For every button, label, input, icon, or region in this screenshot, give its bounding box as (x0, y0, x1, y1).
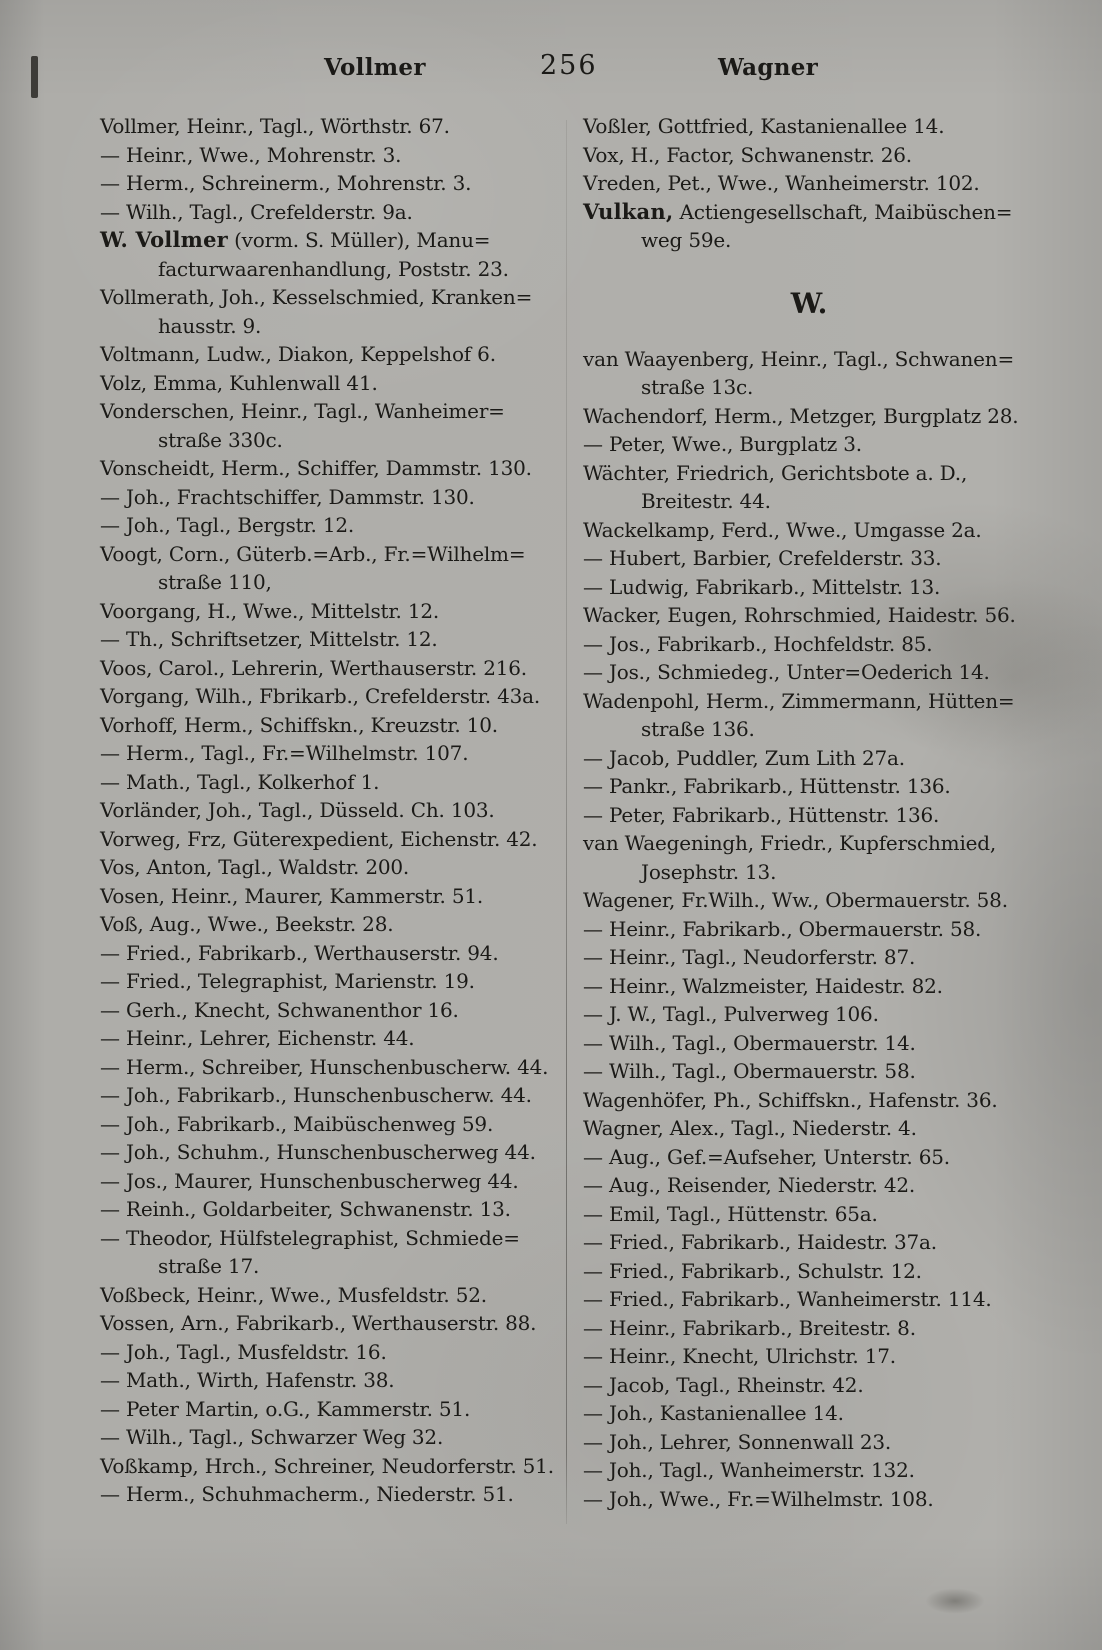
directory-entry (583, 886, 1035, 915)
entry-line: Vulkan, Actiengesellschaft, Maibüschen= (583, 198, 1013, 224)
entry-line: Vorländer, Joh., Tagl., Düsseld. Ch. 103. (100, 798, 495, 822)
entry-line: — Joh., Wwe., Fr.=Wilhelmstr. 108. (583, 1486, 934, 1511)
directory-entry (583, 972, 1035, 1001)
entry-line: — Fried., Fabrikarb., Werthauserstr. 94. (100, 940, 499, 965)
directory-entry (583, 1057, 1035, 1086)
directory-entry (100, 682, 552, 711)
entry-line: Vonderschen, Heinr., Tagl., Wanheimer= (100, 399, 505, 423)
directory-entry (583, 345, 1035, 402)
entry-line: Vorgang, Wilh., Fbrikarb., Crefelderstr. 43a. (100, 684, 541, 708)
entry-lead-bold: Vulkan, (583, 198, 674, 224)
entry-line: — Reinh., Goldarbeiter, Schwanenstr. 13. (100, 1197, 511, 1221)
directory-entry (100, 1309, 552, 1338)
entry-line: — Herm., Schreiber, Hunschenbuscherw. 44. (100, 1054, 549, 1079)
entry-line: — Joh., Fabrikarb., Maibüschenweg 59. (100, 1111, 494, 1136)
section-header: W. (790, 286, 828, 320)
directory-entry (100, 825, 552, 854)
entry-line-continuation: Breitestr. 44. (641, 489, 771, 513)
directory-entry (583, 1342, 1035, 1371)
directory-entry (100, 1281, 552, 1310)
directory-entry (583, 1228, 1035, 1257)
entry-line: — Fried., Fabrikarb., Wanheimerstr. 114. (583, 1287, 992, 1311)
entry-line: — Heinr., Lehrer, Eichenstr. 44. (100, 1026, 415, 1050)
directory-entry (100, 1366, 552, 1395)
directory-entry (583, 198, 1035, 255)
entry-line: — Peter, Fabrikarb., Hüttenstr. 136. (583, 802, 940, 827)
directory-entry (100, 1338, 552, 1367)
directory-entry (583, 573, 1035, 602)
entry-line: Vreden, Pet., Wwe., Wanheimerstr. 102. (583, 171, 980, 195)
directory-entry (583, 112, 1035, 141)
entry-line: Wadenpohl, Herm., Zimmermann, Hütten= (583, 688, 1015, 713)
right-column (583, 112, 1035, 1513)
entry-line: — Wilh., Tagl., Crefelderstr. 9a. (100, 199, 413, 224)
entry-lead-bold: W. Vollmer (100, 227, 228, 252)
entry-line: Vorweg, Frz, Güterexpedient, Eichenstr. 42. (100, 826, 538, 851)
entry-line: — Jacob, Tagl., Rheinstr. 42. (583, 1372, 864, 1397)
column-divider (566, 120, 567, 1524)
directory-entry (583, 630, 1035, 659)
directory-entry (100, 1224, 552, 1281)
directory-entry (100, 454, 552, 483)
entry-line: Vollmerath, Joh., Kesselschmied, Kranken= (100, 285, 533, 309)
directory-entry (100, 939, 552, 968)
directory-entry (100, 540, 552, 597)
directory-entry (583, 459, 1035, 516)
directory-entry (100, 1081, 552, 1110)
entry-line: — Hubert, Barbier, Crefelderstr. 33. (583, 546, 942, 570)
directory-entry (100, 511, 552, 540)
directory-entry (100, 910, 552, 939)
entry-line-continuation: straße 330c. (158, 427, 283, 452)
directory-entry (583, 772, 1035, 801)
page-number: 256 (540, 50, 598, 81)
directory-entry (100, 1053, 552, 1082)
entry-line-continuation: straße 136. (641, 717, 755, 741)
directory-entry (100, 483, 552, 512)
entry-line: — Ludwig, Fabrikarb., Mittelstr. 13. (583, 574, 941, 599)
entry-line: — Heinr., Knecht, Ulrichstr. 17. (583, 1344, 896, 1368)
left-column (100, 112, 552, 1509)
directory-entry (583, 1285, 1035, 1314)
entry-line: Wackelkamp, Ferd., Wwe., Umgasse 2a. (583, 517, 982, 542)
entry-line: Voßkamp, Hrch., Schreiner, Neudorferstr. 51. (100, 1453, 554, 1478)
entry-line: Voogt, Corn., Güterb.=Arb., Fr.=Wilhelm= (100, 541, 526, 566)
directory-entry (100, 967, 552, 996)
entry-line: — Math., Tagl., Kolkerhof 1. (100, 769, 380, 794)
entry-line: Voorgang, H., Wwe., Mittelstr. 12. (100, 598, 440, 623)
directory-entry (583, 601, 1035, 630)
directory-entry (100, 1480, 552, 1509)
directory-entry (583, 744, 1035, 773)
directory-entry (583, 1257, 1035, 1286)
entry-line: Vos, Anton, Tagl., Waldstr. 200. (100, 855, 410, 879)
directory-entry (583, 1456, 1035, 1485)
directory-entry (100, 711, 552, 740)
entry-line: Vonscheidt, Herm., Schiffer, Dammstr. 130. (100, 456, 532, 480)
directory-entry (100, 226, 552, 283)
entry-line: Volz, Emma, Kuhlenwall 41. (100, 370, 378, 395)
entry-line: Voltmann, Ludw., Diakon, Keppelshof 6. (100, 342, 496, 366)
entry-line: W. Vollmer (vorm. S. Müller), Manu= (100, 227, 491, 252)
directory-entry (583, 943, 1035, 972)
entry-line: — Fried., Fabrikarb., Haidestr. 37a. (583, 1230, 937, 1254)
entry-line: — Jos., Schmiedeg., Unter=Oederich 14. (583, 660, 990, 684)
entry-line: — Fried., Fabrikarb., Schulstr. 12. (583, 1258, 922, 1283)
directory-entry (100, 1452, 552, 1481)
entry-line: — Peter, Wwe., Burgplatz 3. (583, 432, 862, 456)
entry-line-continuation: Josephstr. 13. (641, 859, 777, 884)
entry-line: — Heinr., Wwe., Mohrenstr. 3. (100, 142, 402, 167)
entry-line: — Joh., Lehrer, Sonnenwall 23. (583, 1429, 892, 1454)
entry-line: — J. W., Tagl., Pulverweg 106. (583, 1002, 879, 1026)
directory-entry (100, 996, 552, 1025)
directory-entry (100, 882, 552, 911)
entry-line-continuation: straße 110, (158, 570, 272, 594)
entry-line: — Wilh., Tagl., Obermauerstr. 58. (583, 1059, 916, 1083)
directory-entry (100, 1167, 552, 1196)
entry-line: — Fried., Telegraphist, Marienstr. 19. (100, 969, 475, 993)
entry-line: — Heinr., Walzmeister, Haidestr. 82. (583, 973, 943, 998)
directory-entry (583, 915, 1035, 944)
entry-line: — Joh., Tagl., Bergstr. 12. (100, 513, 355, 537)
running-header-left: Vollmer (324, 54, 426, 81)
directory-entry (583, 430, 1035, 459)
directory-entry (583, 516, 1035, 545)
directory-entry (100, 1423, 552, 1452)
directory-entry (583, 544, 1035, 573)
entry-line: — Peter Martin, o.G., Kammerstr. 51. (100, 1396, 471, 1421)
directory-entry (583, 1171, 1035, 1200)
directory-entry (100, 768, 552, 797)
running-header (0, 50, 1102, 84)
entry-line: — Jacob, Puddler, Zum Lith 27a. (583, 745, 905, 770)
directory-entry (100, 1395, 552, 1424)
entry-line: — Joh., Kastanienallee 14. (583, 1401, 844, 1425)
entry-line: — Aug., Gef.=Aufseher, Unterstr. 65. (583, 1144, 950, 1169)
directory-entry (100, 1110, 552, 1139)
directory-entry (583, 1029, 1035, 1058)
directory-entry (100, 397, 552, 454)
directory-entry (583, 402, 1035, 431)
entry-line-continuation: hausstr. 9. (158, 313, 262, 338)
entry-line-continuation: straße 17. (158, 1254, 260, 1278)
entry-line: — Joh., Schuhm., Hunschenbuscherweg 44. (100, 1140, 536, 1164)
entry-line: Voß, Aug., Wwe., Beekstr. 28. (100, 912, 394, 936)
directory-entry (100, 1024, 552, 1053)
entry-line-continuation: facturwaarenhandlung, Poststr. 23. (158, 256, 509, 281)
entry-line: Wächter, Friedrich, Gerichtsbote a. D., (583, 460, 968, 485)
directory-entry (100, 340, 552, 369)
directory-entry (583, 1143, 1035, 1172)
directory-entry (583, 1114, 1035, 1143)
entry-line: — Jos., Maurer, Hunschenbuscherweg 44. (100, 1168, 519, 1193)
entry-line: — Herm., Schuhmacherm., Niederstr. 51. (100, 1482, 514, 1506)
directory-entry (100, 796, 552, 825)
corner-smudge (925, 1588, 985, 1614)
entry-line: van Waayenberg, Heinr., Tagl., Schwanen= (583, 346, 1015, 371)
entry-line: Vollmer, Heinr., Tagl., Wörthstr. 67. (100, 114, 450, 138)
entry-line: — Math., Wirth, Hafenstr. 38. (100, 1368, 395, 1392)
directory-entry (100, 739, 552, 768)
directory-entry (583, 1086, 1035, 1115)
directory-entry (583, 658, 1035, 687)
directory-entry (100, 597, 552, 626)
entry-line: — Joh., Tagl., Musfeldstr. 16. (100, 1339, 387, 1364)
entry-line-continuation: straße 13c. (641, 375, 754, 399)
entry-line: — Joh., Frachtschiffer, Dammstr. 130. (100, 484, 475, 509)
directory-entry (583, 1314, 1035, 1343)
entry-line: — Theodor, Hülfstelegraphist, Schmiede= (100, 1225, 520, 1250)
entry-line: — Aug., Reisender, Niederstr. 42. (583, 1173, 916, 1197)
directory-entry (100, 283, 552, 340)
running-header-right: Wagner (718, 54, 819, 81)
entry-line: — Herm., Schreinerm., Mohrenstr. 3. (100, 171, 472, 195)
entry-line: Wagener, Fr.Wilh., Ww., Obermauerstr. 58. (583, 888, 1008, 912)
directory-entry (100, 369, 552, 398)
directory-entry (100, 112, 552, 141)
directory-entry (583, 829, 1035, 886)
entry-line: — Wilh., Tagl., Obermauerstr. 14. (583, 1030, 916, 1055)
directory-entry (583, 1399, 1035, 1428)
entry-line: Vossen, Arn., Fabrikarb., Werthauserstr. 88. (100, 1311, 537, 1335)
entry-line: — Joh., Fabrikarb., Hunschenbuscherw. 44. (100, 1083, 532, 1107)
entry-line: — Pankr., Fabrikarb., Hüttenstr. 136. (583, 774, 951, 798)
entry-line: Wagner, Alex., Tagl., Niederstr. 4. (583, 1116, 917, 1140)
directory-entry (100, 1138, 552, 1167)
entry-line: — Heinr., Fabrikarb., Obermauerstr. 58. (583, 916, 982, 941)
entry-line: Vosen, Heinr., Maurer, Kammerstr. 51. (100, 883, 484, 908)
entry-line: — Heinr., Fabrikarb., Breitestr. 8. (583, 1315, 916, 1340)
entry-line: Vorhoff, Herm., Schiffskn., Kreuzstr. 10. (100, 712, 498, 737)
directory-entry (100, 654, 552, 683)
directory-entry (100, 198, 552, 227)
directory-entry (583, 1371, 1035, 1400)
entry-line: — Gerh., Knecht, Schwanenthor 16. (100, 997, 459, 1022)
directory-entry (100, 853, 552, 882)
entry-line: — Joh., Tagl., Wanheimerstr. 132. (583, 1458, 915, 1482)
entry-line: Voßbeck, Heinr., Wwe., Musfeldstr. 52. (100, 1282, 487, 1307)
entry-line: Wacker, Eugen, Rohrschmied, Haidestr. 56. (583, 603, 1016, 627)
directory-entry (100, 1195, 552, 1224)
entry-line: — Herm., Tagl., Fr.=Wilhelmstr. 107. (100, 741, 469, 765)
directory-entry (583, 801, 1035, 830)
directory-entry (100, 625, 552, 654)
entry-line-continuation: weg 59e. (641, 228, 732, 252)
entry-line: — Emil, Tagl., Hüttenstr. 65a. (583, 1201, 878, 1226)
directory-entry (100, 169, 552, 198)
entry-line: — Wilh., Tagl., Schwarzer Weg 32. (100, 1425, 444, 1449)
entry-line: Vox, H., Factor, Schwanenstr. 26. (583, 142, 912, 167)
entry-line: — Heinr., Tagl., Neudorferstr. 87. (583, 945, 916, 969)
entry-line: Wachendorf, Herm., Metzger, Burgplatz 28. (583, 403, 1019, 428)
entry-line: Wagenhöfer, Ph., Schiffskn., Hafenstr. 36. (583, 1087, 998, 1112)
directory-entry (583, 169, 1035, 198)
directory-entry (583, 141, 1035, 170)
entry-line: — Th., Schriftsetzer, Mittelstr. 12. (100, 627, 438, 651)
directory-entry (583, 687, 1035, 744)
directory-entry (583, 1428, 1035, 1457)
directory-entry (100, 141, 552, 170)
entry-line: Voos, Carol., Lehrerin, Werthauserstr. 216. (100, 655, 527, 680)
entry-line: van Waegeningh, Friedr., Kupferschmied, (583, 831, 997, 855)
directory-entry (583, 1485, 1035, 1514)
entry-line: — Jos., Fabrikarb., Hochfeldstr. 85. (583, 631, 933, 656)
directory-entry (583, 1000, 1035, 1029)
directory-entry (583, 1200, 1035, 1229)
entry-line: Voßler, Gottfried, Kastanienallee 14. (583, 114, 945, 138)
